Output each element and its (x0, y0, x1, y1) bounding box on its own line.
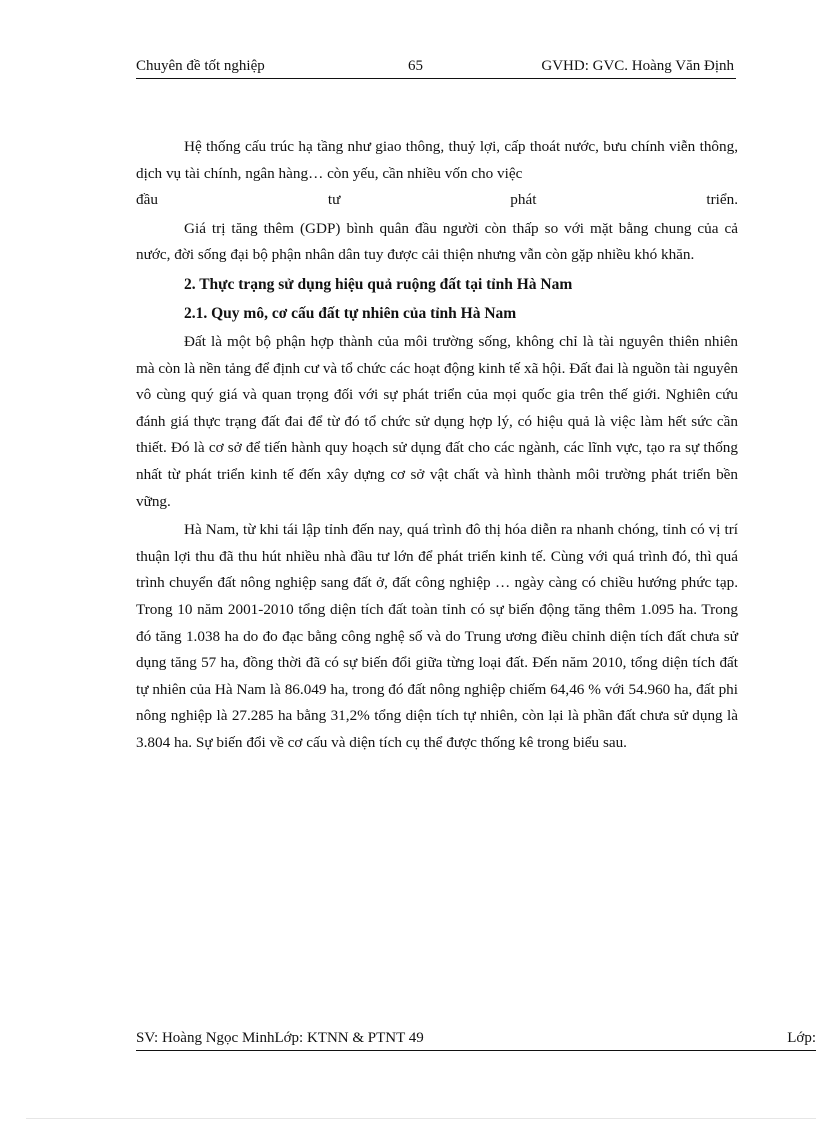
header-advisor: GVHD: GVC. Hoàng Văn Định (541, 58, 734, 74)
paragraph-ha-nam-land: Hà Nam, từ khi tái lập tỉnh đến nay, quá trình đô thị hóa diễn ra nhanh chóng, tỉnh có vị trí thuận lợi thu đã thu hút nhiều nhà đầu tư lớn để phát triển kinh tế. Cùng với quá trình đó, thì quá trình chuyển đất nông nghiệp sang đất ở, đất công nghiệp … ngày càng có chiều hướng phức tạp. Trong 10 năm 2001-2010 tổng diện tích đất toàn tỉnh có sự biến động tăng thêm 1.095 ha. Trong đó tăng 1.038 ha do đo đạc bằng công nghệ số và do Trung ương điều chỉnh diện tích đất chưa sử dụng tăng 57 ha, đồng thời đã có sự biến đổi giữa từng loại đất. Đến năm 2010, tổng diện tích đất tự nhiên của Hà Nam là 86.049 ha, trong đó đất nông nghiệp chiếm 64,46 % với 54.960 ha, đất phi nông nghiệp là 27.285 ha bằng 31,2% tổng diện tích tự nhiên, còn lại là phần đất chưa sử dụng là 3.804 ha. Sự biến đổi về cơ cấu và diện tích cụ thể được thống kê trong biểu sau. (136, 521, 738, 751)
subsection-heading: 2.1. Quy mô, cơ cấu đất tự nhiên của tỉnh Hà Nam (184, 304, 517, 322)
page-header (136, 56, 736, 79)
page-footer (136, 1030, 816, 1051)
footer-class: Lớp: (787, 1030, 816, 1046)
paragraph-land-role: Đất là một bộ phận hợp thành của môi trường sống, không chỉ là tài nguyên thiên nhiên mà còn là nền tảng để định cư và tổ chức các hoạt động kinh tế xã hội. Đất đai là nguồn tài nguyên vô cùng quý giá và quan trọng đối với sự phát triển của mọi quốc gia trên thế giới. Nghiên cứu đánh giá thực trạng đất đai để từ đó tổ chức sử dụng hợp lý, có hiệu quả là việc làm hết sức cần thiết. Đó là cơ sở để tiến hành quy hoạch sử dụng đất cho các ngành, các lĩnh vực, tạo ra sự thống nhất từ phát triển kinh tế đến xây dựng cơ sở vật chất và hình thành môi trường phát triển bền vững. (136, 332, 738, 510)
page-bottom-divider (26, 1118, 816, 1119)
header-title: Chuyên đề tốt nghiệp (136, 58, 265, 74)
footer-student: SV: Hoàng Ngọc MinhLớp: KTNN & PTNT 49 (136, 1030, 424, 1046)
paragraph-infrastructure: Hệ thống cấu trúc hạ tầng như giao thông, thuỷ lợi, cấp thoát nước, bưu chính viễn thông, dịch vụ tài chính, ngân hàng… còn yếu, cần nhiều vốn cho việc (136, 138, 738, 182)
page-number: 65 (408, 58, 423, 74)
section-heading: 2. Thực trạng sử dụng hiệu quả ruộng đất tại tỉnh Hà Nam (184, 275, 573, 293)
paragraph-gdp: Giá trị tăng thêm (GDP) bình quân đầu người còn thấp so với mặt bằng chung của cả nước, đời sống đại bộ phận nhân dân tuy được cải thiện nhưng vẫn còn gặp nhiều khó khăn. (136, 219, 738, 264)
paragraph-infrastructure-last-line: đầu tư phát triển. (136, 191, 738, 209)
page-body (136, 134, 738, 758)
